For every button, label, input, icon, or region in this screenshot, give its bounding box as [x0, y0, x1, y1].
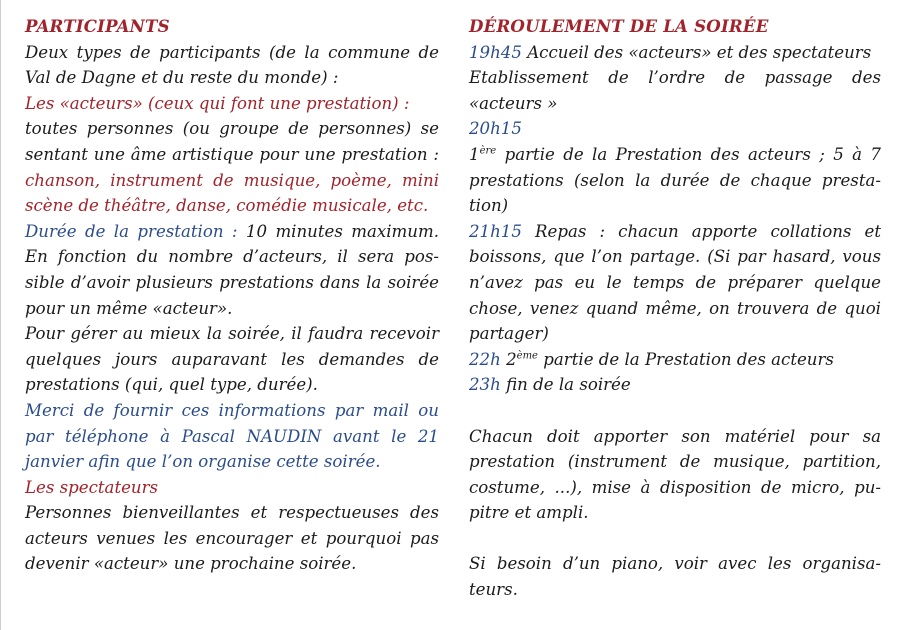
- materiel-paragraph: Chacun doit apporter son matériel pour sa prestation (instrument de musique, partition, costume, ...), mise à disposition de micro, pupitre et ampli.: [469, 426, 881, 523]
- participants-heading: PARTICIPANTS: [25, 16, 170, 36]
- duree-label: Durée de la prestation :: [25, 221, 238, 241]
- schedule-item-22h: [469, 347, 881, 373]
- spectateurs-paragraph: Personnes bienveillantes et respectueuses des acteurs venues les encourager et pourquoi pas devenir «acteur» une prochaine soirée.: [25, 503, 439, 574]
- duree-paragraph: [25, 219, 439, 321]
- piano-paragraph: Si besoin d’un piano, voir avec les organisateurs.: [469, 554, 881, 600]
- ordinal-number: 2: [506, 349, 517, 369]
- schedule-time: 19h45: [469, 42, 522, 62]
- spacer: [469, 398, 881, 424]
- ordinal-number: 1: [469, 144, 480, 164]
- schedule-time: 21h15: [469, 221, 522, 241]
- participants-intro: Deux types de participants (de la commune de Val de Dagne et du reste du monde) :: [25, 42, 439, 88]
- acteurs-desc-text: toutes personnes (ou groupe de personnes) se sentant une âme artistique pour une prestation :: [25, 119, 439, 164]
- ordinal-suffix: ème: [516, 350, 538, 362]
- deroulement-column: [469, 14, 881, 603]
- schedule-text: partie de la Prestation des acteurs ; 5 à 7 prestations (selon la durée de chaque prestation): [469, 144, 881, 216]
- acteurs-title: Les «acteurs» (ceux qui font une prestation) :: [25, 93, 410, 113]
- schedule-item-23h: [469, 372, 881, 398]
- spacer: [469, 526, 881, 552]
- acteurs-examples: chanson, instrument de musique, poème, mini scène de théâtre, danse, comédie musicale, etc.: [25, 170, 439, 216]
- schedule-item-2015: [469, 142, 881, 219]
- schedule-time-2015: 20h15: [469, 119, 522, 139]
- schedule-text: Repas : chacun apporte collations et boissons, que l’on partage. (Si par hasard, vous n’avez pas eu le temps de préparer quelque chose, venez quand même, on trouvera de quoi partager): [469, 221, 881, 344]
- deroulement-heading: DÉROULEMENT DE LA SOIRÉE: [469, 16, 769, 36]
- schedule-item-1945-detail: Etablissement de l’ordre de passage des «acteurs »: [469, 68, 881, 113]
- duree-text: 10 minutes maximum. En fonction du nombre d’acteurs, il sera possible d’avoir plusieurs prestations dans la soirée pour un même «acteur».: [25, 221, 439, 318]
- schedule-time: 22h: [469, 349, 501, 369]
- acteurs-description: [25, 116, 439, 218]
- participants-column: [25, 14, 439, 577]
- schedule-text: Accueil des «acteurs» et des spectateurs: [527, 42, 872, 62]
- gerer-paragraph: Pour gérer au mieux la soirée, il faudra recevoir quelques jours auparavant les demandes de prestations (qui, quel type, durée).: [25, 324, 439, 395]
- schedule-item-2115: [469, 219, 881, 347]
- spectateurs-title: Les spectateurs: [25, 477, 159, 497]
- merci-paragraph: Merci de fournir ces informations par mail ou par téléphone à Pascal NAUDIN avant le 21 janvier afin que l’on organise cette soirée.: [25, 400, 439, 472]
- schedule-text: partie de la Prestation des acteurs: [543, 349, 834, 369]
- ordinal-suffix: ère: [479, 145, 497, 157]
- schedule-text: fin de la soirée: [506, 375, 631, 395]
- schedule-time: 23h: [469, 375, 501, 395]
- schedule-item-1945: [469, 40, 881, 66]
